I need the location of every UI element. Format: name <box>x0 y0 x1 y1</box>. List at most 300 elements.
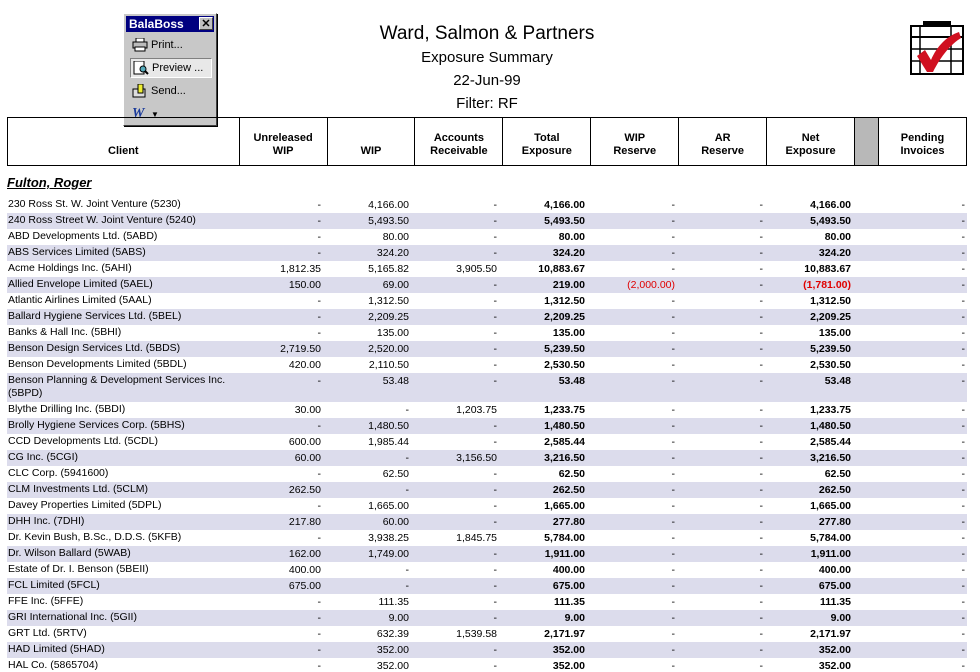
wip-value: 632.39 <box>376 628 409 640</box>
net-exposure-value: 1,911.00 <box>810 548 851 560</box>
chevron-down-icon: ▼ <box>151 109 159 119</box>
table-row <box>7 277 967 293</box>
net-exposure-value: 1,312.50 <box>810 295 851 307</box>
total-exposure-value: 80.00 <box>558 231 585 243</box>
unreleased-wip-value: - <box>317 247 321 259</box>
wip-reserve-value: - <box>671 327 675 339</box>
wip-value: 324.20 <box>376 247 409 259</box>
ar-reserve-value: - <box>759 375 763 387</box>
pending-invoices-value: - <box>961 231 965 243</box>
net-exposure-value: 135.00 <box>818 327 851 339</box>
table-row <box>7 562 967 578</box>
table-row <box>7 373 967 402</box>
wip-value: 60.00 <box>382 516 409 528</box>
client-name: CG Inc. (5CGI) <box>8 451 79 463</box>
wip-reserve-value: - <box>671 516 675 528</box>
total-exposure-value: 1,665.00 <box>544 500 585 512</box>
wip-value: - <box>405 564 409 576</box>
ar-value: - <box>493 231 497 243</box>
pending-invoices-value: - <box>961 263 965 275</box>
pending-invoices-value: - <box>961 215 965 227</box>
wip-value: 2,520.00 <box>368 343 409 355</box>
ar-value: - <box>493 484 497 496</box>
table-row <box>7 450 967 466</box>
print-label: Print... <box>151 39 183 51</box>
wip-reserve-value: - <box>671 500 675 512</box>
ar-reserve-value: - <box>759 596 763 608</box>
net-exposure-value: 277.80 <box>818 516 851 528</box>
ar-reserve-value: - <box>759 564 763 576</box>
report-rows <box>7 197 967 672</box>
report-filter: Filter: RF <box>456 95 518 112</box>
ar-value: - <box>493 295 497 307</box>
net-exposure-value: 53.48 <box>824 375 851 387</box>
preview-button[interactable] <box>130 58 212 78</box>
unreleased-wip-value: 600.00 <box>288 436 321 448</box>
table-row <box>7 498 967 514</box>
ar-reserve-value: - <box>759 327 763 339</box>
net-exposure-value: 3,216.50 <box>810 452 851 464</box>
net-exposure-value: 2,171.97 <box>810 628 851 640</box>
wip-reserve-value: - <box>671 548 675 560</box>
client-name: Banks & Hall Inc. (5BHI) <box>8 326 122 338</box>
preview-label: Preview ... <box>152 62 204 74</box>
total-exposure-value: 675.00 <box>552 580 585 592</box>
col-pending-invoices: Pending Invoices <box>878 118 966 166</box>
table-row <box>7 357 967 373</box>
wip-value: 135.00 <box>376 327 409 339</box>
wip-value: 111.35 <box>378 596 409 608</box>
unreleased-wip-value: - <box>317 420 321 432</box>
unreleased-wip-value: - <box>317 327 321 339</box>
total-exposure-value: 3,216.50 <box>544 452 585 464</box>
preview-icon <box>133 61 149 75</box>
wip-reserve-value: - <box>671 596 675 608</box>
net-exposure-value: 675.00 <box>818 580 851 592</box>
table-row <box>7 546 967 562</box>
ar-value: - <box>493 199 497 211</box>
net-exposure-value: 324.20 <box>818 247 851 259</box>
wip-value: 1,312.50 <box>368 295 409 307</box>
client-name: FCL Limited (5FCL) <box>8 579 100 591</box>
report-header <box>300 22 674 115</box>
net-exposure-value: 2,209.25 <box>810 311 851 323</box>
wip-value: 352.00 <box>376 660 409 672</box>
wip-reserve-value: - <box>671 452 675 464</box>
wip-value: 5,165.82 <box>368 263 409 275</box>
wip-reserve-value: - <box>671 420 675 432</box>
total-exposure-value: 219.00 <box>552 279 585 291</box>
total-exposure-value: 277.80 <box>552 516 585 528</box>
total-exposure-value: 53.48 <box>558 375 585 387</box>
wip-value: 5,493.50 <box>368 215 409 227</box>
toolbar-title: BalaBoss <box>129 17 184 31</box>
wip-reserve-value: - <box>671 295 675 307</box>
unreleased-wip-value: - <box>317 311 321 323</box>
total-exposure-value: 400.00 <box>552 564 585 576</box>
wip-value: 4,166.00 <box>368 199 409 211</box>
ar-reserve-value: - <box>759 532 763 544</box>
ar-reserve-value: - <box>759 548 763 560</box>
unreleased-wip-value: 2,719.50 <box>280 343 321 355</box>
ar-reserve-value: - <box>759 660 763 672</box>
ar-reserve-value: - <box>759 516 763 528</box>
net-exposure-value: 352.00 <box>818 644 851 656</box>
table-row <box>7 658 967 672</box>
ar-value: - <box>493 564 497 576</box>
net-exposure-value: 352.00 <box>818 660 851 672</box>
net-exposure-value: 10,883.67 <box>804 263 851 275</box>
ar-reserve-value: - <box>759 215 763 227</box>
wip-reserve-value: - <box>671 612 675 624</box>
ar-value: - <box>493 548 497 560</box>
ar-value: 3,905.50 <box>456 263 497 275</box>
wip-reserve-value: - <box>671 215 675 227</box>
total-exposure-value: 2,530.50 <box>544 359 585 371</box>
wip-reserve-value: - <box>671 404 675 416</box>
ar-reserve-value: - <box>759 359 763 371</box>
wip-value: 62.50 <box>382 468 409 480</box>
col-accounts-receivable: Accounts Receivable <box>415 118 503 166</box>
net-exposure-value: 62.50 <box>824 468 851 480</box>
ar-reserve-value: - <box>759 628 763 640</box>
ar-value: - <box>493 468 497 480</box>
wip-reserve-value: - <box>671 436 675 448</box>
client-name: Acme Holdings Inc. (5AHI) <box>8 262 132 274</box>
ar-value: - <box>493 279 497 291</box>
column-header <box>7 117 967 166</box>
net-exposure-value: 1,233.75 <box>810 404 851 416</box>
ar-value: - <box>493 247 497 259</box>
table-row <box>7 626 967 642</box>
ar-reserve-value: - <box>759 231 763 243</box>
ar-reserve-value: - <box>759 612 763 624</box>
total-exposure-value: 10,883.67 <box>538 263 585 275</box>
ar-value: - <box>493 436 497 448</box>
report-title: Exposure Summary <box>421 49 553 66</box>
net-exposure-value: 5,239.50 <box>810 343 851 355</box>
table-row <box>7 341 967 357</box>
net-exposure-value: 400.00 <box>818 564 851 576</box>
total-exposure-value: 62.50 <box>558 468 585 480</box>
table-row <box>7 530 967 546</box>
wip-value: - <box>405 452 409 464</box>
client-name: Benson Developments Limited (5BDL) <box>8 358 187 370</box>
table-row <box>7 213 967 229</box>
ar-reserve-value: - <box>759 644 763 656</box>
unreleased-wip-value: 400.00 <box>288 564 321 576</box>
unreleased-wip-value: - <box>317 215 321 227</box>
wip-reserve-value: - <box>671 375 675 387</box>
ar-value: - <box>493 500 497 512</box>
client-name: Benson Planning & Development Services Inc. (5BPD) <box>8 374 226 399</box>
pending-invoices-value: - <box>961 532 965 544</box>
wip-reserve-value: - <box>671 311 675 323</box>
unreleased-wip-value: - <box>317 660 321 672</box>
client-name: Estate of Dr. I. Benson (5BEII) <box>8 563 149 575</box>
total-exposure-value: 111.35 <box>554 596 585 608</box>
ar-value: - <box>493 359 497 371</box>
total-exposure-value: 262.50 <box>552 484 585 496</box>
toolbar-titlebar[interactable] <box>126 16 214 32</box>
table-row <box>7 434 967 450</box>
total-exposure-value: 352.00 <box>552 644 585 656</box>
wip-value: 80.00 <box>382 231 409 243</box>
table-row <box>7 293 967 309</box>
wip-value: 69.00 <box>382 279 409 291</box>
pending-invoices-value: - <box>961 564 965 576</box>
unreleased-wip-value: - <box>317 596 321 608</box>
close-icon[interactable]: ✕ <box>199 17 213 30</box>
unreleased-wip-value: 262.50 <box>288 484 321 496</box>
client-name: Dr. Kevin Bush, B.Sc., D.D.S. (5KFB) <box>8 531 182 543</box>
pending-invoices-value: - <box>961 279 965 291</box>
client-name: ABD Developments Ltd. (5ABD) <box>8 230 158 242</box>
total-exposure-value: 4,166.00 <box>544 199 585 211</box>
net-exposure-value: 80.00 <box>824 231 851 243</box>
total-exposure-value: 2,585.44 <box>544 436 585 448</box>
pending-invoices-value: - <box>961 311 965 323</box>
unreleased-wip-value: - <box>317 375 321 387</box>
table-row <box>7 261 967 277</box>
col-wip-reserve: WIP Reserve <box>591 118 679 166</box>
client-name: CCD Developments Ltd. (5CDL) <box>8 435 158 447</box>
wip-reserve-value: - <box>671 484 675 496</box>
wip-value: - <box>405 404 409 416</box>
client-name: GRT Ltd. (5RTV) <box>8 627 87 639</box>
pending-invoices-value: - <box>961 628 965 640</box>
ar-value: 3,156.50 <box>456 452 497 464</box>
pending-invoices-value: - <box>961 375 965 387</box>
table-row <box>7 402 967 418</box>
wip-value: 3,938.25 <box>368 532 409 544</box>
pending-invoices-value: - <box>961 359 965 371</box>
unreleased-wip-value: 150.00 <box>288 279 321 291</box>
ar-value: - <box>493 215 497 227</box>
send-button[interactable] <box>130 81 212 101</box>
pending-invoices-value: - <box>961 404 965 416</box>
table-row <box>7 309 967 325</box>
ar-reserve-value: - <box>759 468 763 480</box>
ar-reserve-value: - <box>759 343 763 355</box>
total-exposure-value: 1,480.50 <box>544 420 585 432</box>
client-name: Blythe Drilling Inc. (5BDI) <box>8 403 126 415</box>
total-exposure-value: 2,171.97 <box>544 628 585 640</box>
col-wip: WIP <box>327 118 415 166</box>
pending-invoices-value: - <box>961 500 965 512</box>
pending-invoices-value: - <box>961 436 965 448</box>
wip-value: 2,209.25 <box>368 311 409 323</box>
client-name: CLM Investments Ltd. (5CLM) <box>8 483 149 495</box>
ar-reserve-value: - <box>759 404 763 416</box>
client-name: Ballard Hygiene Services Ltd. (5BEL) <box>8 310 182 322</box>
ar-value: 1,845.75 <box>456 532 497 544</box>
wip-reserve-value: - <box>671 247 675 259</box>
unreleased-wip-value: - <box>317 500 321 512</box>
ar-value: - <box>493 420 497 432</box>
ar-value: - <box>493 596 497 608</box>
wip-value: 53.48 <box>382 375 409 387</box>
ar-value: - <box>493 343 497 355</box>
balaboss-toolbar[interactable] <box>123 13 217 126</box>
pending-invoices-value: - <box>961 660 965 672</box>
client-name: Allied Envelope Limited (5AEL) <box>8 278 153 290</box>
client-name: HAL Co. (5865704) <box>8 659 99 671</box>
wip-reserve-value: - <box>671 532 675 544</box>
total-exposure-value: 324.20 <box>552 247 585 259</box>
client-name: 240 Ross Street W. Joint Venture (5240) <box>8 214 196 226</box>
pending-invoices-value: - <box>961 468 965 480</box>
ar-value: - <box>493 644 497 656</box>
net-exposure-value: 4,166.00 <box>810 199 851 211</box>
wip-reserve-value: - <box>671 231 675 243</box>
wip-value: - <box>405 484 409 496</box>
print-button[interactable] <box>130 35 212 55</box>
ar-value: - <box>493 612 497 624</box>
pending-invoices-value: - <box>961 596 965 608</box>
col-spacer <box>855 118 879 166</box>
unreleased-wip-value: - <box>317 199 321 211</box>
wip-value: 9.00 <box>388 612 409 624</box>
wip-reserve-value: - <box>671 660 675 672</box>
ar-value: - <box>493 327 497 339</box>
ar-value: 1,539.58 <box>456 628 497 640</box>
table-row <box>7 229 967 245</box>
total-exposure-value: 5,239.50 <box>544 343 585 355</box>
pending-invoices-value: - <box>961 516 965 528</box>
unreleased-wip-value: 60.00 <box>294 452 321 464</box>
unreleased-wip-value: 1,812.35 <box>280 263 321 275</box>
wip-reserve-value: - <box>671 580 675 592</box>
table-row <box>7 594 967 610</box>
pending-invoices-value: - <box>961 484 965 496</box>
ar-reserve-value: - <box>759 279 763 291</box>
ar-value: 1,203.75 <box>456 404 497 416</box>
send-icon <box>132 84 148 98</box>
wip-reserve-value: - <box>671 263 675 275</box>
pending-invoices-value: - <box>961 612 965 624</box>
pending-invoices-value: - <box>961 199 965 211</box>
net-exposure-value: 9.00 <box>830 612 851 624</box>
unreleased-wip-value: - <box>317 295 321 307</box>
ar-value: - <box>493 311 497 323</box>
client-name: Atlantic Airlines Limited (5AAL) <box>8 294 152 306</box>
net-exposure-value: 1,480.50 <box>810 420 851 432</box>
ar-value: - <box>493 375 497 387</box>
unreleased-wip-value: 162.00 <box>288 548 321 560</box>
send-label: Send... <box>151 85 186 97</box>
table-row <box>7 418 967 434</box>
wip-value: 1,749.00 <box>368 548 409 560</box>
client-name: Benson Design Services Ltd. (5BDS) <box>8 342 181 354</box>
table-row <box>7 245 967 261</box>
wip-value: 1,480.50 <box>368 420 409 432</box>
ar-value: - <box>493 660 497 672</box>
wip-reserve-value: - <box>671 564 675 576</box>
group-heading: Fulton, Roger <box>7 175 92 190</box>
table-row <box>7 466 967 482</box>
wip-reserve-value: - <box>671 359 675 371</box>
unreleased-wip-value: 675.00 <box>288 580 321 592</box>
table-row <box>7 325 967 341</box>
ar-reserve-value: - <box>759 311 763 323</box>
pending-invoices-value: - <box>961 295 965 307</box>
table-row <box>7 578 967 594</box>
unreleased-wip-value: - <box>317 612 321 624</box>
client-name: GRI International Inc. (5GII) <box>8 611 137 623</box>
ar-reserve-value: - <box>759 420 763 432</box>
wip-reserve-value: - <box>671 628 675 640</box>
report-date: 22-Jun-99 <box>453 72 521 89</box>
wip-reserve-value: - <box>671 343 675 355</box>
total-exposure-value: 1,312.50 <box>544 295 585 307</box>
col-ar-reserve: AR Reserve <box>679 118 767 166</box>
unreleased-wip-value: - <box>317 644 321 656</box>
net-exposure-value: 2,530.50 <box>810 359 851 371</box>
unreleased-wip-value: 420.00 <box>288 359 321 371</box>
total-exposure-value: 5,493.50 <box>544 215 585 227</box>
total-exposure-value: 2,209.25 <box>544 311 585 323</box>
unreleased-wip-value: 217.80 <box>288 516 321 528</box>
ar-reserve-value: - <box>759 580 763 592</box>
checklist-logo-icon <box>909 20 965 76</box>
client-name: Davey Properties Limited (5DPL) <box>8 499 162 511</box>
client-name: Dr. Wilson Ballard (5WAB) <box>8 547 131 559</box>
unreleased-wip-value: 30.00 <box>294 404 321 416</box>
total-exposure-value: 1,911.00 <box>544 548 585 560</box>
table-row <box>7 197 967 213</box>
pending-invoices-value: - <box>961 247 965 259</box>
unreleased-wip-value: - <box>317 231 321 243</box>
ar-reserve-value: - <box>759 247 763 259</box>
unreleased-wip-value: - <box>317 628 321 640</box>
wip-reserve-value: - <box>671 199 675 211</box>
total-exposure-value: 1,233.75 <box>544 404 585 416</box>
total-exposure-value: 9.00 <box>564 612 585 624</box>
net-exposure-value: 262.50 <box>818 484 851 496</box>
ar-value: - <box>493 516 497 528</box>
printer-icon <box>132 38 148 52</box>
pending-invoices-value: - <box>961 327 965 339</box>
wip-value: 352.00 <box>376 644 409 656</box>
net-exposure-value: 5,493.50 <box>810 215 851 227</box>
ar-reserve-value: - <box>759 436 763 448</box>
unreleased-wip-value: - <box>317 468 321 480</box>
client-name: Brolly Hygiene Services Corp. (5BHS) <box>8 419 185 431</box>
wip-reserve-value: - <box>671 644 675 656</box>
word-icon: W <box>132 106 145 121</box>
client-name: CLC Corp. (5941600) <box>8 467 109 479</box>
client-name: ABS Services Limited (5ABS) <box>8 246 146 258</box>
ar-reserve-value: - <box>759 452 763 464</box>
client-name: FFE Inc. (5FFE) <box>8 595 84 607</box>
unreleased-wip-value: - <box>317 532 321 544</box>
client-name: 230 Ross St. W. Joint Venture (5230) <box>8 198 181 210</box>
wip-reserve-value: - <box>671 468 675 480</box>
net-exposure-value: 1,665.00 <box>810 500 851 512</box>
col-net-exposure: Net Exposure <box>767 118 855 166</box>
table-row <box>7 514 967 530</box>
wip-value: 1,985.44 <box>368 436 409 448</box>
net-exposure-value: 111.35 <box>820 596 851 608</box>
ar-reserve-value: - <box>759 295 763 307</box>
ar-reserve-value: - <box>759 199 763 211</box>
pending-invoices-value: - <box>961 644 965 656</box>
pending-invoices-value: - <box>961 343 965 355</box>
net-exposure-value: 5,784.00 <box>810 532 851 544</box>
total-exposure-value: 352.00 <box>552 660 585 672</box>
wip-reserve-value: (2,000.00) <box>627 279 675 291</box>
